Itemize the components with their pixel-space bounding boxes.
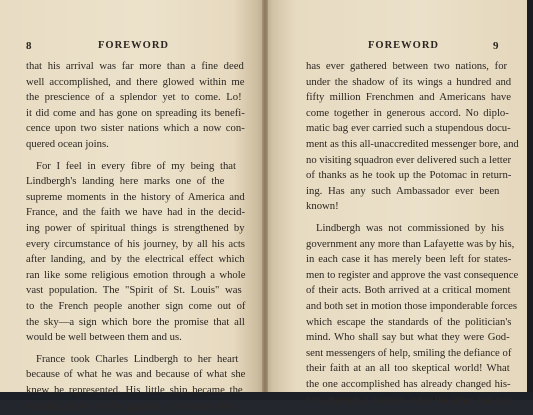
text-line: that his arrival was far more than a fine deed	[26, 60, 244, 72]
text-line: France, and the faith we have had in the decid-	[26, 206, 246, 219]
text-line: vast population. The "Spirit of St. Louis" was	[26, 284, 242, 297]
book-cover-edge	[527, 0, 533, 400]
text-line: would be well between them and us.	[26, 331, 182, 344]
text-line: come together in generous accord. No diplo-	[306, 106, 509, 119]
text-line: the one accomplished has already changed his-	[306, 378, 511, 390]
page-number: 8	[26, 40, 32, 52]
text-line: cence upon two sister nations which a now con-	[26, 122, 245, 135]
text-line: well accomplished, and there glowed within me	[26, 75, 245, 88]
text-line: supreme moments in the history of America and	[26, 190, 245, 203]
text-line: their faith at an all too skeptical world! What	[306, 362, 510, 375]
text-line: to the French people another sign come out of	[26, 300, 246, 312]
left-page	[0, 0, 265, 412]
text-line: because of what he was and because of what she	[26, 368, 246, 381]
text-line: mind. Who shall say but what they were God-	[306, 331, 510, 344]
page-number: 9	[493, 40, 499, 52]
text-line: every circumstance of his journey, by all his acts	[26, 237, 245, 250]
running-heading: FOREWORD	[368, 40, 439, 51]
text-line: ing. Has any such Ambassador ever been	[306, 184, 500, 197]
text-line: quered ocean joins.	[26, 138, 109, 150]
text-line: has ever gathered between two nations, for	[306, 60, 508, 72]
text-line: matic bag ever carried such a stupendous docu-	[306, 122, 511, 135]
text-line: no visiting squadron ever delivered such a letter	[306, 153, 512, 166]
text-line: meeting place of the greatest conference that	[26, 399, 236, 412]
text-line: in each case it has merely been left for states-	[306, 253, 512, 266]
text-line: ran like some religious emotion through a whole	[26, 268, 246, 281]
text-line: and both set in motion those imponderable forces	[306, 300, 518, 312]
text-line: For I feel in every fibre of my being that	[36, 159, 237, 172]
text-line: sent messengers of help, smiling the defiance of	[306, 346, 512, 359]
text-line: fifty million Frenchmen and Americans have	[306, 91, 512, 104]
text-line: Lindbergh's landing here marks one of the	[26, 175, 225, 188]
right-page	[265, 0, 527, 406]
text-line: France took Charles Lindbergh to her heart	[36, 352, 239, 365]
text-line: after landing, and by the electrical effect which	[26, 253, 245, 266]
text-line: which escape the standards of the politician's	[306, 315, 512, 328]
text-line: knew he represented. His little ship became the	[26, 384, 243, 396]
running-heading: FOREWORD	[98, 40, 169, 51]
text-line: the prescience of a splendor yet to come. Lo!	[26, 91, 242, 104]
text-line: men to register and approve the vast consequence	[306, 268, 519, 281]
text-line: the sky—a sign which bore the promise that all	[26, 315, 245, 328]
text-line: under the shadow of its wings a hundred and	[306, 75, 512, 88]
text-line: known!	[306, 200, 339, 213]
text-line: government any more than Lafayette was by his,	[306, 237, 515, 250]
text-line: it did come and has gone on spreading its benefi-	[26, 106, 245, 119]
text-line: of thanks as he took up the Potomac in return-	[306, 169, 512, 182]
text-line: Lindbergh was not commissioned by his	[316, 222, 504, 234]
text-line: tory through a century; what the other has just	[306, 393, 512, 406]
text-line: ment as this all-unaccredited messenger bore, and	[306, 138, 519, 150]
book-gutter	[262, 0, 268, 392]
text-line: ing power of spiritual things is strengthened by	[26, 222, 245, 234]
text-line: of their acts. Both arrived at a critical moment	[306, 284, 511, 297]
